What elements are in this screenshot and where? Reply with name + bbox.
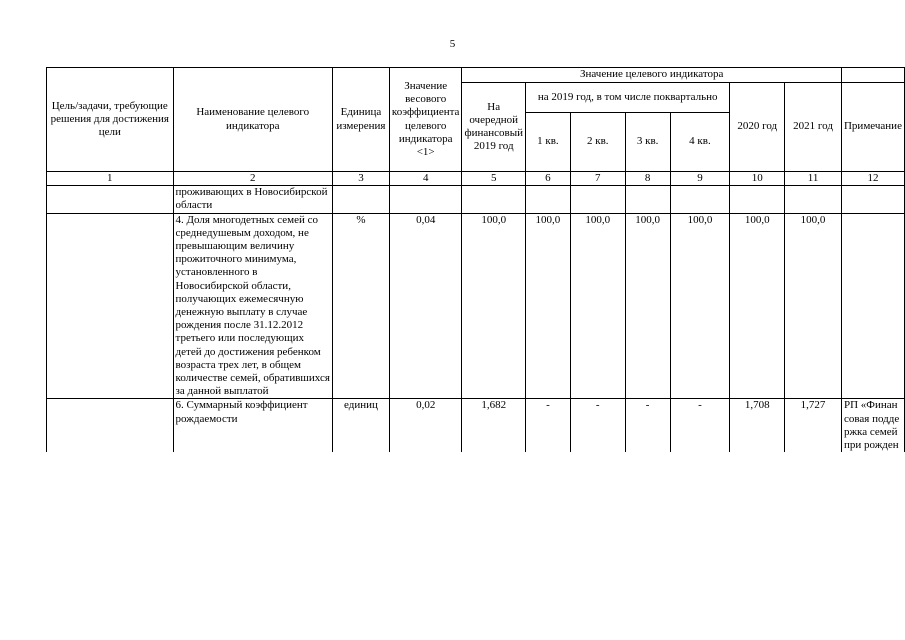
- header-goal: Цель/задачи, требующие решения для достижения цели: [47, 68, 174, 172]
- y2020-cell: [730, 186, 785, 213]
- y2020-cell: 100,0: [730, 213, 785, 399]
- header-q1: 1 кв.: [525, 113, 570, 172]
- note-cell: РП «Финансовая поддержка семей при рожден: [841, 399, 904, 452]
- column-number: 2: [173, 172, 332, 186]
- indicator-name-cell: 6. Суммарный коэффициент рождаемости: [173, 399, 332, 452]
- indicator-table: [46, 67, 905, 452]
- column-number-row: [47, 172, 905, 186]
- goal-cell: [47, 213, 174, 399]
- indicator-name-cell: проживающих в Новосибирской области: [173, 186, 332, 213]
- weight-cell: 0,04: [389, 213, 462, 399]
- table-row: [47, 399, 905, 452]
- table-row: [47, 186, 905, 213]
- note-cell: [841, 186, 904, 213]
- q4-cell: 100,0: [670, 213, 730, 399]
- header-2020: 2020 год: [730, 83, 785, 172]
- y2021-cell: [785, 186, 842, 213]
- next-year-cell: 100,0: [462, 213, 526, 399]
- y2020-cell: 1,708: [730, 399, 785, 452]
- column-number: 10: [730, 172, 785, 186]
- q4-cell: -: [670, 399, 730, 452]
- q3-cell: [625, 186, 670, 213]
- weight-cell: [389, 186, 462, 213]
- header-unit: Единица измерения: [332, 68, 389, 172]
- header-q3: 3 кв.: [625, 113, 670, 172]
- q2-cell: -: [570, 399, 625, 452]
- unit-cell: единиц: [332, 399, 389, 452]
- table-row: [47, 213, 905, 399]
- header-q2: 2 кв.: [570, 113, 625, 172]
- header-note: Примечание: [841, 83, 904, 172]
- header-target-value: Значение целевого индикатора: [462, 68, 842, 83]
- column-number: 8: [625, 172, 670, 186]
- column-number: 9: [670, 172, 730, 186]
- q3-cell: 100,0: [625, 213, 670, 399]
- y2021-cell: 1,727: [785, 399, 842, 452]
- header-q4: 4 кв.: [670, 113, 730, 172]
- header-blank: [841, 68, 904, 83]
- q3-cell: -: [625, 399, 670, 452]
- page-number: 5: [449, 38, 456, 50]
- q4-cell: [670, 186, 730, 213]
- q2-cell: [570, 186, 625, 213]
- q2-cell: 100,0: [570, 213, 625, 399]
- next-year-cell: [462, 186, 526, 213]
- goal-cell: [47, 399, 174, 452]
- goal-cell: [47, 186, 174, 213]
- header-2019-quarterly: на 2019 год, в том числе поквартально: [525, 83, 729, 113]
- column-number: 1: [47, 172, 174, 186]
- next-year-cell: 1,682: [462, 399, 526, 452]
- column-number: 12: [841, 172, 904, 186]
- header-indicator-name: Наименование целевого индикатора: [173, 68, 332, 172]
- y2021-cell: 100,0: [785, 213, 842, 399]
- header-2021: 2021 год: [785, 83, 842, 172]
- q1-cell: -: [525, 399, 570, 452]
- weight-cell: 0,02: [389, 399, 462, 452]
- column-number: 5: [462, 172, 526, 186]
- header-weight: Значение весового коэффициента целевого индикатора <1>: [389, 68, 462, 172]
- unit-cell: [332, 186, 389, 213]
- q1-cell: [525, 186, 570, 213]
- column-number: 11: [785, 172, 842, 186]
- header-next-year: На очередной финансовый 2019 год: [462, 83, 526, 172]
- indicator-name-cell: 4. Доля многодетных семей со среднедушевым доходом, не превышающим величину прожиточного минимума, установленного в Новосибирской области, получающих ежемесячную денежную выплату в случае рождения после 31.12.2012 третьего или последующих детей до достижения ребенком возраста трех лет, в общем количестве семей, обратившихся за данной выплатой: [173, 213, 332, 399]
- note-cell: [841, 213, 904, 399]
- unit-cell: %: [332, 213, 389, 399]
- q1-cell: 100,0: [525, 213, 570, 399]
- column-number: 3: [332, 172, 389, 186]
- column-number: 6: [525, 172, 570, 186]
- column-number: 7: [570, 172, 625, 186]
- column-number: 4: [389, 172, 462, 186]
